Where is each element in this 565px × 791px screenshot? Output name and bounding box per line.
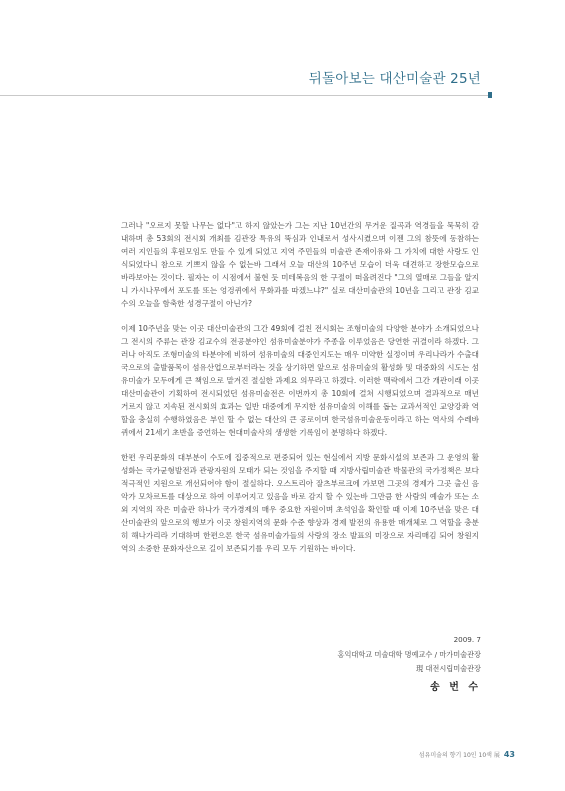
page-number: 43	[503, 750, 515, 759]
author-signature	[338, 633, 481, 695]
signature-affiliation: 홍익대학교 미술대학 명예교수 / 마가미술관장	[337, 649, 481, 659]
signature-date: 2009. 7	[453, 635, 481, 644]
author-name: 송 번 수	[430, 681, 481, 693]
paragraph-3: 한편 우리문화의 대부분이 수도에 집중적으로 편중되어 있는 현실에서 지방 문화시설의 보존과 그 운영의 활성화는 국가균형발전과 관광자원의 모태가 되는 것임을 주지할 때 지방사립미술관 박물관의 국가정책은 보다 적극적인 지원으로 개선되어야 함이 절실하다. 오스트리아 잘츠부르크에 가보면 그곳의 경제가 그곳 출신 음악가 모차르트를 대상으로 하여 이루어지고 있음을 바로 감지 할 수 있는바 그만큼 한 사람의 예술가 또는 소외 지역의 작은 미술관 하나가 국가경제의 매우 중요한 자원이며 초석임을 확인할 때 이제 10주년을 맞은 대산미술관의 앞으로의 행보가 이곳 창원지역의 문화 수준 향상과 경제 발전의 유용한 매개체로 그 역할을 충분히 해나가리라 기대하며 한편으론 한국 섬유미술가들의 사랑의 장소 발표의 미장으로 자리매김 되어 창원지역의 소중한 문화자산으로 길이 보존되기를 우리 모두 기원하는 바이다.	[121, 453, 479, 553]
paragraph-1: 그러나 "오르지 못할 나무는 없다"고 하지 않았는가 그는 지난 10년간의 무거운 질곡과 역경들을 묵묵히 감내하며 총 53회의 전시회 개최를 김관장 특유의 뚝심과 인내로서 성사시켰으며 이젠 그의 참뜻에 동참하는 여러 지인들의 후원모임도 만들 수 있게 되었고 지역 주민들의 미술관 존재이유와 그 가치에 대한 사랑도 인식되었다니 참으로 기쁘지 않을 수 없는바 그래서 오늘 대산의 10주년 모습이 더욱 대견하고 장한모습으로 바라보아는 것이다. 필자는 이 시점에서 불현 듯 미테복음의 한 구절이 떠올려진다 "그의 열매로 그들을 알지니 가시나무에서 포도를 또는 엉겅퀴에서 무화과를 따겠느냐?" 실로 대산미술관의 10년을 그리고 관장 김교수의 오늘을 함축한 성경구절이 아닌가?	[121, 221, 479, 308]
page-title: 뒤돌아보는 대산미술관 25년	[308, 71, 481, 87]
header-divider	[0, 95, 490, 96]
header-accent-mark	[488, 92, 492, 98]
running-title: 섬유미술의 향기 10인 10색 展	[418, 752, 500, 759]
signature-role: 現 대전시립미술관장	[415, 664, 481, 673]
page-footer	[419, 750, 515, 759]
article-body	[121, 219, 479, 567]
paragraph-2: 이제 10주년을 맞는 이곳 대산미술관의 그간 49회에 걸친 전시회는 조형미술의 다양한 분야가 소개되었으나 그 전시의 주류는 관장 김교수의 전공분야인 섬유미술분야가 주종을 이루었음은 당연한 귀결이라 하겠다. 그러나 아직도 조형미술의 타분야에 비하여 섬유미술의 대중인지도는 매우 미약한 실정이며 우리나라가 수출대국으로의 출발품목이 섬유산업으로부터라는 것을 상기하면 앞으로 섬유미술의 활성화 및 대중화의 시도는 섬유미술가 모두에게 큰 책임으로 맡겨진 절실한 과제요 의무라고 하겠다. 이러한 맥락에서 그간 개관이래 이곳 대산미술관이 기획하여 전시되었던 섬유미술전은 이번까지 총 10회에 걸쳐 시행되었으며 결과적으로 매년 거르지 않고 지속된 전시회의 효과는 일반 대중에게 무지한 섬유미술의 이해를 돕는 교과서적인 교양강좌 역할을 충실히 수행하였음은 부인 할 수 없는 대산의 큰 공로이며 한국섬유미술운동이라고 하는 역사의 수레바퀴에서 21세기 초반을 증언하는 현대미술사의 생생한 기록임이 분명하다 하겠다.	[121, 324, 479, 437]
